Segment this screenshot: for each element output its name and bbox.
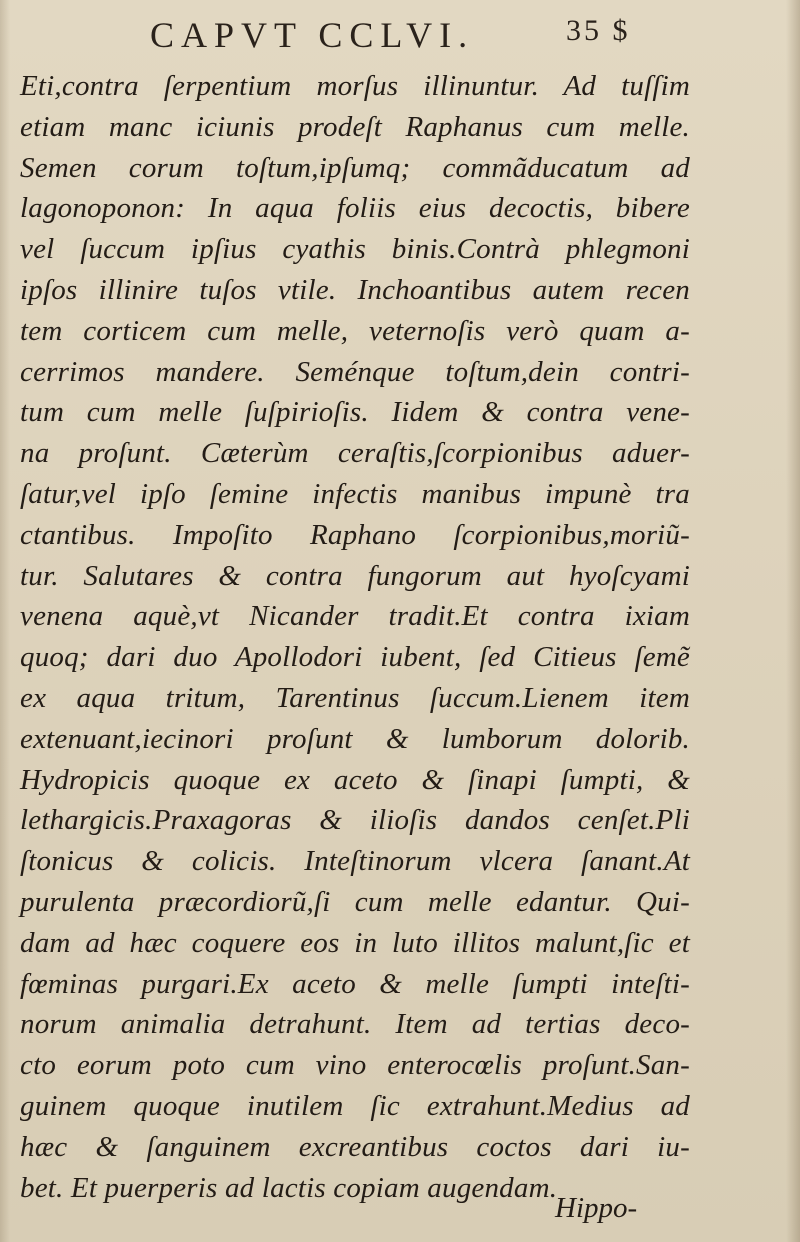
- text-line: ipſos illinire tuſos vtile. Inchoantibus autem recen: [20, 273, 690, 306]
- text-line: purulenta præcordiorũ,ſi cum melle edantur. Qui-: [20, 885, 690, 918]
- text-line: ctantibus. Impoſito Raphano ſcorpionibus,moriũ-: [20, 518, 690, 551]
- text-line: Semen corum toſtum,ipſumq; commãducatum ad: [20, 151, 690, 184]
- text-line: cerrimos mandere. Seménque toſtum,dein contri-: [20, 355, 690, 388]
- text-line: Eti,contra ſerpentium morſus illinuntur. Ad tuſſim: [20, 70, 690, 102]
- text-line: venena aquè,vt Nicander tradit.Et contra ixiam: [20, 600, 690, 633]
- text-line: ſtonicus & colicis. Inteſtinorum vlcera ſanant.At: [20, 845, 690, 878]
- text-line: bet. Et puerperis ad lactis copiam augendam.: [20, 1171, 558, 1204]
- text-line: quoq; dari duo Apollodori iubent, ſed Citieus ſemẽ: [20, 641, 690, 674]
- text-line: guinem quoque inutilem ſic extrahunt.Medius ad: [20, 1089, 690, 1122]
- text-line: norum animalia detrahunt. Item ad tertias deco-: [20, 1008, 690, 1041]
- text-line: ſatur,vel ipſo ſemine infectis manibus impunè tra: [20, 477, 690, 510]
- page-gutter-shadow: [0, 0, 10, 1242]
- text-line: lagonoponon: In aqua foliis eius decoctis, bibere: [20, 192, 690, 225]
- running-head: [0, 14, 800, 64]
- body-text: [20, 66, 690, 1208]
- text-line: Hydropicis quoque ex aceto & ſinapi ſumpti, &: [20, 763, 690, 796]
- text-line: ex aqua tritum, Tarentinus ſuccum.Lienem item: [20, 681, 690, 714]
- text-line: vel ſuccum ipſius cyathis binis.Contrà phlegmoni: [20, 233, 690, 266]
- text-line: tum cum melle ſuſpirioſis. Iidem & contra vene-: [20, 396, 690, 429]
- text-line: hæc & ſanguinem excreantibus coctos dari iu-: [20, 1130, 690, 1163]
- text-line: fœminas purgari.Ex aceto & melle ſumpti inteſti-: [20, 967, 690, 1000]
- catchword: Hippo-: [555, 1192, 638, 1224]
- page-edge-shadow: [786, 0, 800, 1242]
- text-line: lethargicis.Praxagoras & ilioſis dandos cenſet.Pli: [20, 804, 690, 837]
- text-line: etiam manc iciunis prodeſt Raphanus cum melle.: [20, 110, 690, 143]
- text-line: extenuant,iecinori proſunt & lumborum dolorib.: [20, 722, 690, 755]
- chapter-heading: CAPVT CCLVI.: [150, 15, 475, 55]
- text-line: cto eorum poto cum vino enterocœlis proſunt.San-: [20, 1049, 690, 1082]
- text-line: tur. Salutares & contra fungorum aut hyoſcyami: [20, 559, 690, 592]
- text-line: na proſunt. Cæterùm ceraſtis,ſcorpionibus aduer-: [20, 437, 690, 470]
- text-line: tem corticem cum melle, veternoſis verò quam a-: [20, 314, 690, 347]
- page-number: 35 $: [566, 14, 631, 47]
- text-line: dam ad hæc coquere eos in luto illitos malunt,ſic et: [20, 926, 690, 959]
